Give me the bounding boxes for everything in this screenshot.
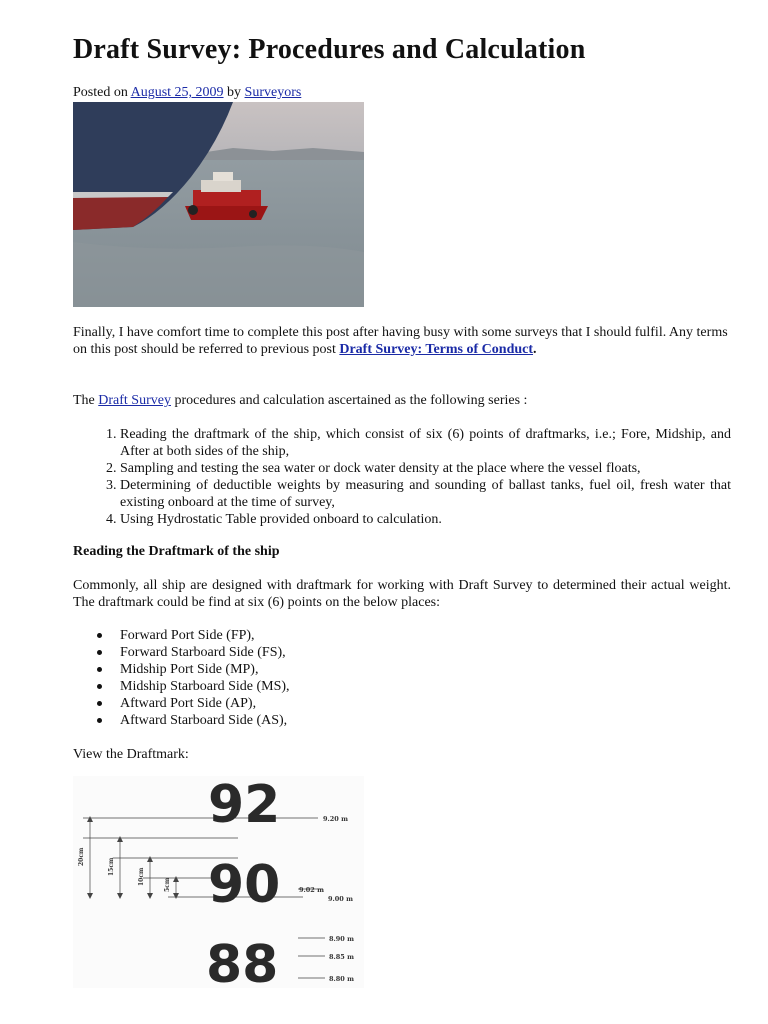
list-item: 1. Reading the draftmark of the ship, which consist of six (6) points of draftmarks, i.e.; Fore, Midship, and After at both sides of the ship,: [120, 426, 731, 460]
draftmark-number: 90: [208, 855, 281, 915]
draftmark-number: 88: [206, 935, 279, 988]
procedure-list: [73, 426, 731, 528]
dimension-label: 15cm: [108, 857, 115, 876]
intro-text: Finally, I have comfort time to complete this post after having busy with some surveys that I should fulfil. Any terms on this post should be referred to previous post: [73, 325, 728, 357]
ship-tugboat-photo: [73, 102, 364, 307]
list-item: Midship Starboard Side (MS),: [120, 679, 290, 694]
intro-paragraph: [73, 324, 731, 358]
series-paragraph: [73, 392, 731, 409]
page-title: Draft Survey: Procedures and Calculation: [73, 34, 586, 65]
draftmark-level-label: 9.00 m: [328, 895, 353, 903]
draftmark-number: 92: [208, 776, 281, 835]
draftmark-level-label: 9.02 m: [299, 886, 324, 894]
draftmark-level-label: 8.90 m: [329, 935, 354, 943]
draftmark-graphic: [73, 776, 364, 988]
section-paragraph: Commonly, all ship are designed with draftmark for working with Draft Survey to determined their actual weight. The draftmark could be find at six (6) points on the below places:: [73, 578, 731, 610]
list-item: Forward Starboard Side (FS),: [120, 644, 290, 661]
by-label: by: [227, 85, 242, 100]
series-post: procedures and calculation ascertained as the following series :: [170, 393, 528, 408]
photo-graphic: [73, 102, 364, 307]
list-item: Aftward Port Side (AP),: [120, 695, 290, 712]
post-meta: [73, 85, 301, 101]
draftmark-diagram: [73, 776, 364, 988]
list-item: Midship Port Side (MP),: [120, 661, 290, 678]
draftmark-level-label: 8.85 m: [329, 953, 354, 961]
list-item: Aftward Starboard Side (AS),: [120, 712, 290, 729]
list-item: 3. Determining of deductible weights by measuring and sounding of ballast tanks, fuel oil, fresh water that existing onboard at the time of survey,: [120, 477, 731, 511]
draftmark-places-list: [73, 627, 290, 729]
intro-period: .: [533, 342, 537, 357]
draft-survey-link[interactable]: Draft Survey: [98, 393, 171, 408]
dimension-label: 20cm: [78, 847, 85, 866]
list-item: Forward Port Side (FP),: [120, 627, 290, 644]
post-date-link[interactable]: August 25, 2009: [130, 85, 224, 100]
view-draftmark-label: View the Draftmark:: [73, 747, 189, 762]
series-pre: The: [73, 393, 99, 408]
draftmark-level-label: 8.80 m: [329, 975, 354, 983]
draftmark-level-label: 9.20 m: [323, 815, 348, 823]
list-item: 4. Using Hydrostatic Table provided onboard to calculation.: [120, 511, 731, 528]
posted-on-label: Posted on: [73, 85, 128, 100]
dimension-label: 10cm: [138, 867, 145, 886]
terms-of-conduct-link[interactable]: Draft Survey: Terms of Conduct: [339, 342, 534, 357]
list-item: 2. Sampling and testing the sea water or dock water density at the place where the vessel floats,: [120, 460, 731, 477]
author-link[interactable]: Surveyors: [244, 85, 302, 100]
dimension-label: 5cm: [164, 877, 171, 892]
section-heading: Reading the Draftmark of the ship: [73, 544, 280, 559]
